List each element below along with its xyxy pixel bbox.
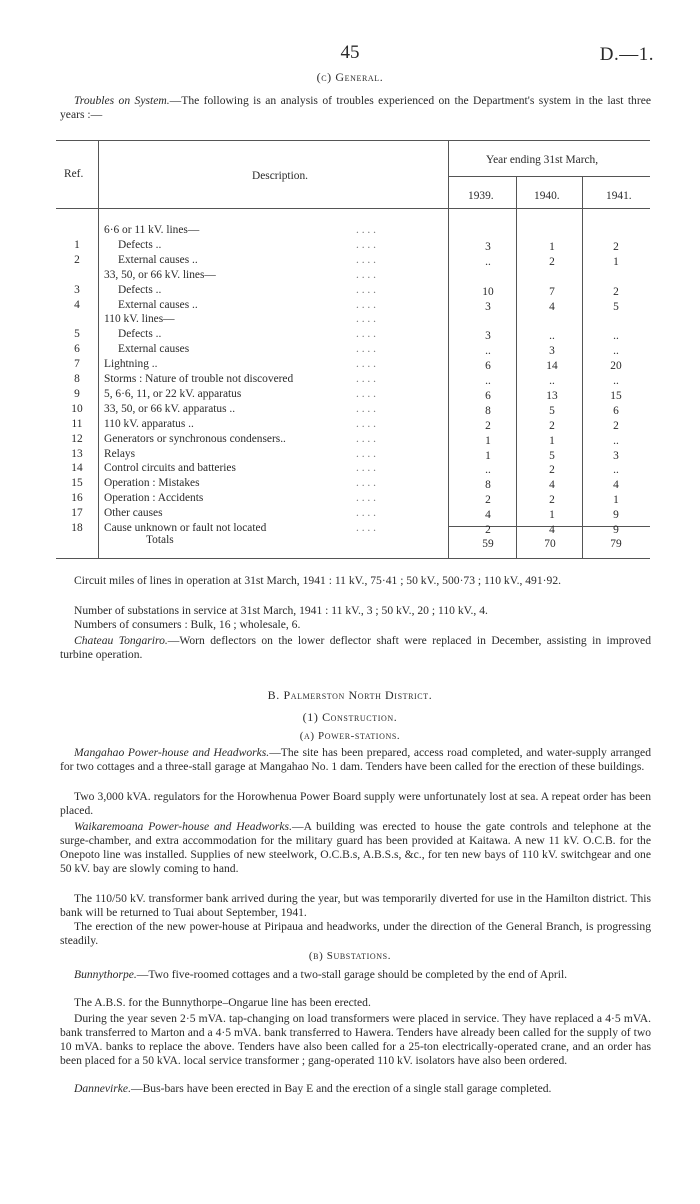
table-row-ref: 17 xyxy=(71,507,83,520)
table-cell-1939: .. xyxy=(485,255,491,268)
construction-heading: (1) Construction. xyxy=(302,710,398,724)
leader-dots: . . . . xyxy=(356,238,376,251)
table-cell-1939: 8 xyxy=(485,404,491,417)
totals-1939: 59 xyxy=(482,538,494,550)
piripaua-paragraph: The erection of the new power-house at Piripaua and headworks, under the direction of the General Branch, is progressing steadily. xyxy=(60,920,651,947)
table-cell-1939: 3 xyxy=(485,240,491,253)
circuit-miles: Circuit miles of lines in operation at 31st March, 1941 : 11 kV., 75·41 ; 50 kV., 500·73 ; 110 kV., 491·92. xyxy=(74,574,562,587)
leader-dots: . . . . xyxy=(356,477,376,490)
table-row-description: Generators or synchronous condensers.. xyxy=(104,432,286,445)
table-cell-1940: 1 xyxy=(549,434,555,447)
table-cell-1941: 1 xyxy=(613,255,619,268)
table-cell-1940: 2 xyxy=(549,464,555,477)
table-cell-1939: 1 xyxy=(485,434,491,447)
table-row-description: Storms : Nature of trouble not discovered xyxy=(104,373,294,385)
table-row-description: Defects .. xyxy=(118,238,162,251)
table-row-description: Lightning .. xyxy=(104,358,158,371)
leader-dots: . . . . xyxy=(356,492,376,505)
table-cell-1940: .. xyxy=(549,375,555,387)
table-row-description: Operation : Accidents xyxy=(104,492,204,505)
table-cell-1941: 2 xyxy=(613,285,619,298)
dannevirke-paragraph xyxy=(60,1082,651,1096)
totals-1940: 70 xyxy=(544,538,556,550)
mangahao-text: —The site has been prepared, access road completed, and water-supply arranged for two cottages and a three-stall garage at Mangahao No. 1 dam. Tenders have been called for the erection of these buildings. xyxy=(60,746,651,773)
table-row-ref: 7 xyxy=(74,358,80,371)
table-cell-1940: 2 xyxy=(549,494,555,507)
table-cell-1939: .. xyxy=(485,345,491,358)
table-cell-1941: .. xyxy=(613,345,619,358)
table-row-description: External causes xyxy=(118,343,190,356)
substations-count: Number of substations in service at 31st March, 1941 : 11 kV., 3 ; 50 kV., 20 ; 110 kV., 4. xyxy=(74,604,488,617)
table-cell-1939: .. xyxy=(485,464,491,477)
table-cell-1939: 6 xyxy=(485,389,491,402)
table-row-ref: 2 xyxy=(74,253,80,266)
table-cell-1940: .. xyxy=(549,330,555,343)
leader-dots: . . . . xyxy=(356,373,376,385)
table-row-description: 5, 6·6, 11, or 22 kV. apparatus xyxy=(104,387,242,400)
leader-dots: . . . . xyxy=(356,387,376,400)
table-cell-1941: .. xyxy=(613,464,619,477)
table-cell-1941: .. xyxy=(613,375,619,387)
table-row-description: Other causes xyxy=(104,507,163,520)
leader-dots: . . . . xyxy=(356,268,376,281)
leader-dots: . . . . xyxy=(356,432,376,445)
header-year-1940: 1940. xyxy=(534,190,560,202)
table-row-ref: 6 xyxy=(74,343,80,356)
leader-dots: . . . . xyxy=(356,507,376,520)
leader-dots: . . . . xyxy=(356,224,376,236)
table-row-ref: 3 xyxy=(74,283,80,296)
mangahao-title: Mangahao Power-house and Headworks. xyxy=(74,746,270,759)
table-row-ref: 16 xyxy=(71,492,83,505)
leader-dots: . . . . xyxy=(356,358,376,371)
table-row-ref: 13 xyxy=(71,447,83,460)
table-cell-1939: 2 xyxy=(485,524,491,536)
table-row-description: 33, 50, or 66 kV. lines— xyxy=(104,268,216,281)
table-row-description: Defects .. xyxy=(118,328,162,341)
leader-dots: . . . . xyxy=(356,328,376,341)
table-cell-1939: 4 xyxy=(485,509,491,522)
leader-dots: . . . . xyxy=(356,522,376,534)
table-cell-1940: 5 xyxy=(549,449,555,462)
table-cell-1939: 1 xyxy=(485,449,491,462)
table-cell-1941: 15 xyxy=(610,389,622,402)
general-heading: (c) General. xyxy=(316,70,384,84)
substations-heading: (b) Substations. xyxy=(308,950,392,962)
leader-dots: . . . . xyxy=(356,417,376,430)
table-bottom-rule xyxy=(56,558,650,559)
leader-dots: . . . . xyxy=(356,283,376,296)
table-cell-1939: 8 xyxy=(485,479,491,492)
leader-dots: . . . . xyxy=(356,447,376,460)
totals-label: Totals xyxy=(146,534,174,546)
header-year-group: Year ending 31st March, xyxy=(486,154,599,166)
table-cell-1939: 3 xyxy=(485,300,491,313)
col-divider-1940 xyxy=(582,176,583,558)
table-cell-1939: 2 xyxy=(485,494,491,507)
table-row-description: 110 kV. lines— xyxy=(104,313,175,326)
waikaremoana-text: —A building was erected to house the gate controls and telephone at the surge-chamber, and extra accommodation for the military guard has been provided at Kaitawa. A new 11 kV. O.C.B. for the Onepoto line was installed. Supplies of new steelwork, O.C.B.s, A.B.S.s, &c., for ten new bays of 110 kV. switchgear and one 50 kV. bay are slowly coming to hand. xyxy=(60,820,651,875)
table-row-description: Operation : Mistakes xyxy=(104,477,200,490)
table-cell-1941: 2 xyxy=(613,240,619,253)
abs-paragraph: The A.B.S. for the Bunnythorpe–Ongarue line has been erected. xyxy=(74,996,371,1009)
table-cell-1939: .. xyxy=(485,375,491,387)
transformer-paragraph: The 110/50 kV. transformer bank arrived during the year, but was temporarily diverted for use in the Hamilton district. This bank will be returned to Tuai about September, 1941. xyxy=(60,892,651,919)
bunnythorpe-paragraph xyxy=(60,968,651,982)
bunnythorpe-text: —Two five-roomed cottages and a two-stall garage should be completed by the end of April. xyxy=(136,968,568,981)
table-cell-1941: 9 xyxy=(613,509,619,522)
table-cell-1940: 13 xyxy=(546,389,558,402)
table-row-ref: 11 xyxy=(71,417,83,430)
table-cell-1940: 1 xyxy=(549,509,555,522)
bunnythorpe-title: Bunnythorpe. xyxy=(74,968,137,981)
power-stations-heading: (a) Power-stations. xyxy=(299,730,401,742)
table-cell-1940: 4 xyxy=(549,479,555,492)
table-row-ref: 8 xyxy=(74,373,80,385)
leader-dots: . . . . xyxy=(356,462,376,475)
chateau-paragraph xyxy=(60,634,651,662)
table-cell-1940: 2 xyxy=(549,255,555,268)
table-cell-1941: 2 xyxy=(613,419,619,432)
table-row-ref: 14 xyxy=(71,462,83,475)
leader-dots: . . . . xyxy=(356,298,376,311)
table-cell-1940: 7 xyxy=(549,285,555,298)
table-row-ref: 9 xyxy=(74,387,80,400)
col-divider-desc xyxy=(448,140,449,558)
table-row-ref: 12 xyxy=(71,432,83,445)
leader-dots: . . . . xyxy=(356,343,376,356)
troubles-table xyxy=(56,140,650,560)
table-cell-1939: 6 xyxy=(485,360,491,373)
table-row-ref: 4 xyxy=(74,298,80,311)
waikaremoana-title: Waikaremoana Power-house and Headworks. xyxy=(74,820,292,833)
table-row-ref: 5 xyxy=(74,328,80,341)
mangahao-paragraph xyxy=(60,746,651,774)
table-header-bottom-rule xyxy=(56,208,650,209)
table-cell-1940: 4 xyxy=(549,300,555,313)
leader-dots: . . . . xyxy=(356,402,376,415)
header-description: Description. xyxy=(252,170,308,182)
col-divider-1939 xyxy=(516,176,517,558)
leader-dots: . . . . xyxy=(356,253,376,266)
table-cell-1940: 14 xyxy=(546,360,558,373)
table-top-rule xyxy=(56,140,650,141)
table-cell-1941: 1 xyxy=(613,494,619,507)
chateau-title: Chateau Tongariro. xyxy=(74,634,168,647)
table-row-description: 110 kV. apparatus .. xyxy=(104,417,194,430)
leader-dots: . . . . xyxy=(356,313,376,326)
table-row-description: Control circuits and batteries xyxy=(104,462,236,475)
table-cell-1941: 6 xyxy=(613,404,619,417)
totals-1941: 79 xyxy=(610,538,622,550)
table-cell-1940: 3 xyxy=(549,345,555,358)
table-row-description: Defects .. xyxy=(118,283,162,296)
table-cell-1940: 2 xyxy=(549,419,555,432)
table-row-ref: 18 xyxy=(71,522,83,534)
table-row-ref: 15 xyxy=(71,477,83,490)
troubles-intro-text: —The following is an analysis of troubles experienced on the Department's system in the last three years :— xyxy=(60,94,651,121)
table-row-description: Cause unknown or fault not located xyxy=(104,522,267,534)
dannevirke-text: —Bus-bars have been erected in Bay E and the erection of a single stall garage completed. xyxy=(130,1082,552,1095)
consumers-count: Numbers of consumers : Bulk, 16 ; wholesale, 6. xyxy=(74,618,301,631)
table-cell-1941: .. xyxy=(613,330,619,343)
troubles-intro xyxy=(60,94,651,122)
page-number: 45 xyxy=(340,42,360,63)
transformers-paragraph: During the year seven 2·5 mVA. tap-changing on load transformers were placed in service. They have replaced a 4·5 mVA. bank transferred to Marton and a 4·5 mVA. bank transferred to Hawera. Tenders have already been called for the supply of two 10 mVA. banks to replace the above. Tenders have also been called for a 25-ton electrically-operated crane, and an order has been placed for a 50 kVA. local service transformer ; gang-operated 110 kV. isolators have also been ordered. xyxy=(60,1012,651,1067)
table-cell-1941: 3 xyxy=(613,449,619,462)
document-code: D.—1. xyxy=(599,44,654,65)
troubles-intro-title: Troubles on System. xyxy=(74,94,170,107)
table-row-description: 6·6 or 11 kV. lines— xyxy=(104,224,200,236)
table-cell-1941: 20 xyxy=(610,360,622,373)
table-row-description: External causes .. xyxy=(118,253,198,266)
table-row-ref: 1 xyxy=(74,238,80,251)
table-row-description: Relays xyxy=(104,447,136,460)
table-cell-1941: 5 xyxy=(613,300,619,313)
table-cell-1939: 3 xyxy=(485,330,491,343)
table-cell-1940: 5 xyxy=(549,404,555,417)
palmerston-heading: B. Palmerston North District. xyxy=(267,688,433,702)
table-year-rule xyxy=(448,176,650,177)
table-cell-1940: 4 xyxy=(549,524,555,536)
col-divider-ref xyxy=(98,140,99,558)
chateau-text: —Worn deflectors on the lower deflector shaft were replaced in December, assisting in improved turbine operation. xyxy=(60,634,651,661)
table-row-ref: 10 xyxy=(71,402,83,415)
header-year-1939: 1939. xyxy=(468,190,494,202)
table-cell-1941: .. xyxy=(613,434,619,447)
table-cell-1940: 1 xyxy=(549,240,555,253)
header-ref: Ref. xyxy=(64,168,84,180)
table-cell-1941: 9 xyxy=(613,524,619,536)
table-cell-1939: 10 xyxy=(482,285,494,298)
dannevirke-title: Dannevirke. xyxy=(74,1082,131,1095)
waikaremoana-paragraph xyxy=(60,820,651,876)
table-row-description: 33, 50, or 66 kV. apparatus .. xyxy=(104,402,236,415)
regulators-paragraph: Two 3,000 kVA. regulators for the Horowhenua Power Board supply were unfortunately lost at sea. A repeat order has been placed. xyxy=(60,790,651,817)
header-year-1941: 1941. xyxy=(606,190,632,202)
table-cell-1941: 4 xyxy=(613,479,619,492)
table-cell-1939: 2 xyxy=(485,419,491,432)
table-row-description: External causes .. xyxy=(118,298,198,311)
